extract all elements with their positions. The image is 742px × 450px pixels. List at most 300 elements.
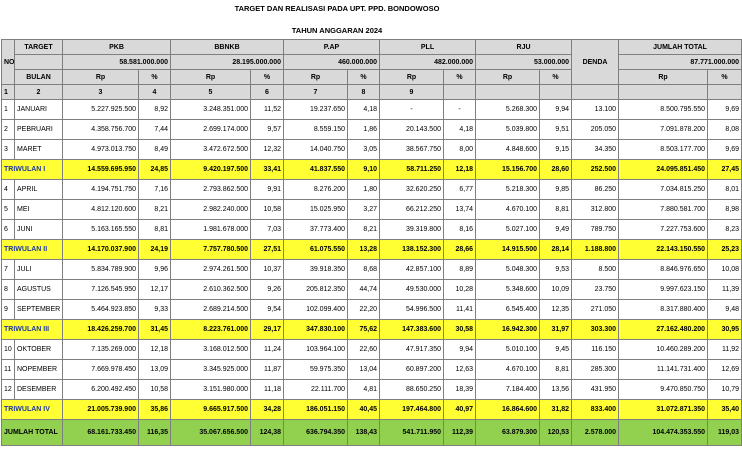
cell-jml-pct: 30,95 (708, 320, 742, 340)
row-month: JULI (15, 260, 63, 280)
unit-rp: Rp (619, 70, 708, 85)
cell-bbnkb-rp: 7.757.780.500 (171, 240, 251, 260)
cell-pap-rp: 19.237.650 (284, 100, 348, 120)
cell-pap-pct: 9,10 (348, 160, 380, 180)
header-bulan: BULAN (15, 70, 63, 85)
cell-jml-pct: 11,39 (708, 280, 742, 300)
cell-jml-pct: 8,01 (708, 180, 742, 200)
cell-bbnkb-pct: 7,03 (251, 220, 284, 240)
cell-pkb-pct: 31,45 (139, 320, 171, 340)
cell-rju-pct: 28,60 (540, 160, 572, 180)
cell-jml-rp: 8.317.880.400 (619, 300, 708, 320)
row-month: JUNI (15, 220, 63, 240)
cell-jml-pct: 25,23 (708, 240, 742, 260)
cell-rju-pct: 8,81 (540, 360, 572, 380)
cell-pkb-rp: 6.200.492.450 (63, 380, 139, 400)
cell-rju-pct: 9,53 (540, 260, 572, 280)
cell-rju-pct: 9,15 (540, 140, 572, 160)
cell-pkb-rp: 14.170.037.900 (63, 240, 139, 260)
cell-pll-rp: 197.464.800 (380, 400, 444, 420)
target-pkb: 58.581.000.000 (63, 55, 171, 70)
cell-denda: 13.100 (572, 100, 619, 120)
target-pll: 482.000.000 (380, 55, 476, 70)
header-jumlah: JUMLAH TOTAL (619, 40, 742, 55)
cell-bbnkb-pct: 12,32 (251, 140, 284, 160)
cell-jml-pct: 35,40 (708, 400, 742, 420)
cell-pkb-pct: 10,58 (139, 380, 171, 400)
cell-denda: 23.750 (572, 280, 619, 300)
cell-rju-pct: 9,45 (540, 340, 572, 360)
cell-bbnkb-rp: 2.610.362.500 (171, 280, 251, 300)
cell-rju-rp: 4.670.100 (476, 200, 540, 220)
cell-jml-rp: 7.091.878.200 (619, 120, 708, 140)
cell-pll-pct: 4,18 (444, 120, 476, 140)
cell-denda: 2.578.000 (572, 420, 619, 446)
cell-pap-pct: 3,05 (348, 140, 380, 160)
header-row-target (2, 55, 742, 70)
header-row-colnums (2, 85, 742, 100)
cell-rju-rp: 6.545.400 (476, 300, 540, 320)
row-no: 1 (2, 100, 15, 120)
cell-pkb-rp: 68.161.733.450 (63, 420, 139, 446)
cell-pap-pct: 40,45 (348, 400, 380, 420)
cell-pap-pct: 138,43 (348, 420, 380, 446)
cell-bbnkb-pct: 34,28 (251, 400, 284, 420)
cell-pll-pct: 11,41 (444, 300, 476, 320)
cell-pkb-rp: 21.005.739.900 (63, 400, 139, 420)
cell-denda: 34.350 (572, 140, 619, 160)
cell-pll-rp: 147.383.600 (380, 320, 444, 340)
quarter-row (2, 400, 742, 420)
cell-bbnkb-pct: 9,54 (251, 300, 284, 320)
cell-pkb-rp: 5.227.925.500 (63, 100, 139, 120)
cell-pkb-rp: 4.812.120.600 (63, 200, 139, 220)
report-table (1, 39, 742, 446)
cell-pkb-pct: 13,09 (139, 360, 171, 380)
cell-pkb-rp: 4.358.756.700 (63, 120, 139, 140)
cell-rju-rp: 16.942.300 (476, 320, 540, 340)
quarter-row (2, 320, 742, 340)
row-month: AGUSTUS (15, 280, 63, 300)
row-month: DESEMBER (15, 380, 63, 400)
row-month: NOPEMBER (15, 360, 63, 380)
report-subtitle: TAHUN ANGGARAN 2024 (291, 26, 383, 35)
unit-pct: % (251, 70, 284, 85)
cell-pkb-rp: 7.135.269.000 (63, 340, 139, 360)
cell-pll-rp: 20.143.500 (380, 120, 444, 140)
cell-rju-rp: 14.915.500 (476, 240, 540, 260)
table-row (2, 360, 742, 380)
cell-pll-rp: 47.917.350 (380, 340, 444, 360)
row-no: 2 (2, 120, 15, 140)
col-number: 9 (380, 85, 444, 100)
cell-rju-rp: 63.879.300 (476, 420, 540, 446)
cell-rju-rp: 7.184.400 (476, 380, 540, 400)
cell-pkb-pct: 12,18 (139, 340, 171, 360)
cell-pll-rp: - (380, 100, 444, 120)
cell-bbnkb-rp: 3.151.980.000 (171, 380, 251, 400)
row-month: OKTOBER (15, 340, 63, 360)
unit-pct: % (444, 70, 476, 85)
cell-pkb-pct: 8,92 (139, 100, 171, 120)
cell-denda: 8.500 (572, 260, 619, 280)
cell-pkb-pct: 7,44 (139, 120, 171, 140)
cell-pll-rp: 32.620.250 (380, 180, 444, 200)
cell-rju-rp: 5.218.300 (476, 180, 540, 200)
row-month: PEBRUARI (15, 120, 63, 140)
cell-denda: 205.050 (572, 120, 619, 140)
cell-rju-rp: 15.156.700 (476, 160, 540, 180)
cell-pap-pct: 8,21 (348, 220, 380, 240)
quarter-label: TRIWULAN I (2, 160, 63, 180)
cell-denda: 1.188.800 (572, 240, 619, 260)
cell-pll-rp: 541.711.950 (380, 420, 444, 446)
cell-jml-pct: 12,69 (708, 360, 742, 380)
cell-bbnkb-rp: 3.248.351.000 (171, 100, 251, 120)
cell-bbnkb-rp: 2.793.862.500 (171, 180, 251, 200)
cell-pll-pct: 10,28 (444, 280, 476, 300)
cell-rju-rp: 5.348.600 (476, 280, 540, 300)
cell-pkb-pct: 8,81 (139, 220, 171, 240)
target-rju: 53.000.000 (476, 55, 572, 70)
cell-jml-pct: 27,45 (708, 160, 742, 180)
cell-jml-pct: 8,23 (708, 220, 742, 240)
cell-pkb-rp: 4.194.751.750 (63, 180, 139, 200)
cell-denda: 431.950 (572, 380, 619, 400)
cell-jml-rp: 9.470.850.750 (619, 380, 708, 400)
cell-jml-rp: 22.143.150.550 (619, 240, 708, 260)
cell-pap-rp: 102.099.400 (284, 300, 348, 320)
cell-bbnkb-rp: 3.345.925.000 (171, 360, 251, 380)
cell-pll-rp: 66.212.250 (380, 200, 444, 220)
row-month: APRIL (15, 180, 63, 200)
table-row (2, 220, 742, 240)
cell-jml-rp: 7.880.581.700 (619, 200, 708, 220)
cell-bbnkb-rp: 2.689.214.500 (171, 300, 251, 320)
cell-rju-rp: 4.848.600 (476, 140, 540, 160)
unit-rp: Rp (171, 70, 251, 85)
row-no: 8 (2, 280, 15, 300)
cell-pap-rp: 22.111.700 (284, 380, 348, 400)
cell-pap-rp: 205.812.350 (284, 280, 348, 300)
cell-jml-rp: 9.997.623.150 (619, 280, 708, 300)
row-month: MARET (15, 140, 63, 160)
cell-pap-pct: 3,27 (348, 200, 380, 220)
cell-pkb-pct: 12,17 (139, 280, 171, 300)
col-number: 7 (284, 85, 348, 100)
cell-pkb-rp: 5.163.165.550 (63, 220, 139, 240)
table-row (2, 140, 742, 160)
cell-pll-pct: 6,77 (444, 180, 476, 200)
cell-rju-rp: 5.268.300 (476, 100, 540, 120)
cell-pap-pct: 4,18 (348, 100, 380, 120)
cell-pap-rp: 61.075.550 (284, 240, 348, 260)
cell-pkb-rp: 7.126.545.950 (63, 280, 139, 300)
cell-pap-rp: 59.975.350 (284, 360, 348, 380)
cell-pll-rp: 42.857.100 (380, 260, 444, 280)
table-row (2, 180, 742, 200)
cell-bbnkb-rp: 9.665.917.500 (171, 400, 251, 420)
cell-pap-pct: 4,81 (348, 380, 380, 400)
cell-jml-rp: 7.227.753.600 (619, 220, 708, 240)
cell-pap-pct: 13,28 (348, 240, 380, 260)
cell-pap-rp: 186.051.150 (284, 400, 348, 420)
quarter-row (2, 160, 742, 180)
cell-pap-pct: 44,74 (348, 280, 380, 300)
cell-pap-rp: 347.830.100 (284, 320, 348, 340)
cell-bbnkb-pct: 9,26 (251, 280, 284, 300)
cell-bbnkb-pct: 10,58 (251, 200, 284, 220)
cell-pll-pct: 40,97 (444, 400, 476, 420)
cell-pap-pct: 22,60 (348, 340, 380, 360)
cell-pll-rp: 60.897.200 (380, 360, 444, 380)
cell-pll-pct: 112,39 (444, 420, 476, 446)
report-title: TARGET DAN REALISASI PADA UPT. PPD. BONDOWOSO (234, 4, 440, 13)
cell-bbnkb-pct: 11,18 (251, 380, 284, 400)
cell-denda: 789.750 (572, 220, 619, 240)
cell-pkb-pct: 8,21 (139, 200, 171, 220)
row-no: 3 (2, 140, 15, 160)
cell-pap-rp: 636.794.350 (284, 420, 348, 446)
unit-pct: % (708, 70, 742, 85)
cell-bbnkb-rp: 35.067.656.500 (171, 420, 251, 446)
cell-bbnkb-pct: 10,37 (251, 260, 284, 280)
cell-jml-pct: 9,48 (708, 300, 742, 320)
cell-jml-rp: 27.162.480.200 (619, 320, 708, 340)
quarter-label: TRIWULAN II (2, 240, 63, 260)
cell-bbnkb-rp: 9.420.197.500 (171, 160, 251, 180)
row-no: 9 (2, 300, 15, 320)
header-pkb: PKB (63, 40, 171, 55)
cell-pap-rp: 8.559.150 (284, 120, 348, 140)
cell-rju-pct: 9,94 (540, 100, 572, 120)
table-row (2, 200, 742, 220)
cell-rju-pct: 9,49 (540, 220, 572, 240)
cell-pll-pct: 9,94 (444, 340, 476, 360)
table-row (2, 260, 742, 280)
cell-pll-rp: 54.996.500 (380, 300, 444, 320)
cell-bbnkb-pct: 9,57 (251, 120, 284, 140)
cell-pap-pct: 1,80 (348, 180, 380, 200)
cell-pap-rp: 39.918.350 (284, 260, 348, 280)
cell-jml-rp: 8.500.795.550 (619, 100, 708, 120)
cell-denda: 285.300 (572, 360, 619, 380)
cell-rju-pct: 8,81 (540, 200, 572, 220)
cell-bbnkb-pct: 11,87 (251, 360, 284, 380)
cell-pkb-pct: 7,16 (139, 180, 171, 200)
cell-pkb-rp: 18.426.259.700 (63, 320, 139, 340)
cell-pll-pct: 13,74 (444, 200, 476, 220)
table-row (2, 280, 742, 300)
cell-pap-pct: 13,04 (348, 360, 380, 380)
row-month: MEI (15, 200, 63, 220)
row-no: 5 (2, 200, 15, 220)
cell-jml-rp: 8.503.177.700 (619, 140, 708, 160)
cell-denda: 271.050 (572, 300, 619, 320)
unit-pct: % (540, 70, 572, 85)
cell-pkb-rp: 7.669.978.450 (63, 360, 139, 380)
cell-pap-pct: 1,86 (348, 120, 380, 140)
cell-rju-rp: 5.048.300 (476, 260, 540, 280)
cell-pkb-pct: 116,35 (139, 420, 171, 446)
cell-bbnkb-pct: 11,24 (251, 340, 284, 360)
cell-pap-pct: 75,62 (348, 320, 380, 340)
cell-pap-rp: 41.837.550 (284, 160, 348, 180)
cell-rju-pct: 10,09 (540, 280, 572, 300)
cell-pll-pct: 12,63 (444, 360, 476, 380)
cell-pap-rp: 103.964.100 (284, 340, 348, 360)
quarter-label: TRIWULAN III (2, 320, 63, 340)
quarter-label: TRIWULAN IV (2, 400, 63, 420)
cell-jml-rp: 7.034.815.250 (619, 180, 708, 200)
col-number: 6 (251, 85, 284, 100)
cell-bbnkb-pct: 27,51 (251, 240, 284, 260)
cell-rju-pct: 9,51 (540, 120, 572, 140)
row-no: 12 (2, 380, 15, 400)
cell-rju-rp: 4.670.100 (476, 360, 540, 380)
cell-bbnkb-rp: 2.974.261.500 (171, 260, 251, 280)
cell-jml-rp: 24.095.851.450 (619, 160, 708, 180)
row-no: 10 (2, 340, 15, 360)
cell-rju-pct: 120,53 (540, 420, 572, 446)
cell-pkb-pct: 9,96 (139, 260, 171, 280)
total-row (2, 420, 742, 446)
cell-pll-pct: 12,18 (444, 160, 476, 180)
cell-rju-pct: 13,56 (540, 380, 572, 400)
cell-jml-rp: 8.846.976.650 (619, 260, 708, 280)
col-number: 1 (2, 85, 15, 100)
cell-jml-pct: 9,69 (708, 100, 742, 120)
cell-pll-rp: 88.650.250 (380, 380, 444, 400)
row-no: 4 (2, 180, 15, 200)
cell-denda: 312.800 (572, 200, 619, 220)
cell-pll-pct: 8,00 (444, 140, 476, 160)
cell-bbnkb-rp: 3.168.012.500 (171, 340, 251, 360)
cell-jml-pct: 10,79 (708, 380, 742, 400)
unit-rp: Rp (284, 70, 348, 85)
table-row (2, 120, 742, 140)
cell-pkb-rp: 4.973.013.750 (63, 140, 139, 160)
header-pap: P.AP (284, 40, 380, 55)
row-no: 7 (2, 260, 15, 280)
cell-rju-pct: 12,35 (540, 300, 572, 320)
cell-rju-pct: 9,85 (540, 180, 572, 200)
table-row (2, 100, 742, 120)
cell-bbnkb-pct: 11,52 (251, 100, 284, 120)
cell-jml-pct: 11,92 (708, 340, 742, 360)
cell-pap-rp: 15.025.950 (284, 200, 348, 220)
header-rju: RJU (476, 40, 572, 55)
target-pap: 460.000.000 (284, 55, 380, 70)
cell-pkb-pct: 24,19 (139, 240, 171, 260)
cell-pll-pct: 8,16 (444, 220, 476, 240)
cell-rju-rp: 5.027.100 (476, 220, 540, 240)
cell-bbnkb-rp: 1.981.678.000 (171, 220, 251, 240)
header-row-units (2, 70, 742, 85)
cell-bbnkb-pct: 29,17 (251, 320, 284, 340)
cell-rju-pct: 31,82 (540, 400, 572, 420)
cell-pll-pct: 30,58 (444, 320, 476, 340)
cell-jml-pct: 10,08 (708, 260, 742, 280)
table-row (2, 340, 742, 360)
col-number: 4 (139, 85, 171, 100)
cell-bbnkb-rp: 8.223.761.000 (171, 320, 251, 340)
cell-jml-rp: 10.460.289.200 (619, 340, 708, 360)
cell-rju-pct: 28,14 (540, 240, 572, 260)
cell-rju-rp: 16.864.600 (476, 400, 540, 420)
target-bbnkb: 28.195.000.000 (171, 55, 284, 70)
cell-pkb-pct: 35,86 (139, 400, 171, 420)
cell-pkb-rp: 5.834.789.900 (63, 260, 139, 280)
cell-rju-pct: 31,97 (540, 320, 572, 340)
cell-pap-rp: 8.276.200 (284, 180, 348, 200)
cell-pll-rp: 58.711.250 (380, 160, 444, 180)
cell-jml-rp: 31.072.871.350 (619, 400, 708, 420)
unit-pct: % (348, 70, 380, 85)
cell-denda: 252.500 (572, 160, 619, 180)
col-number: 3 (63, 85, 139, 100)
cell-pkb-pct: 8,49 (139, 140, 171, 160)
cell-pkb-rp: 5.464.923.850 (63, 300, 139, 320)
cell-pll-pct: 8,89 (444, 260, 476, 280)
cell-jml-pct: 119,03 (708, 420, 742, 446)
header-bbnkb: BBNKB (171, 40, 284, 55)
unit-pct: % (139, 70, 171, 85)
target-jumlah: 87.771.000.000 (619, 55, 742, 70)
cell-rju-rp: 5.039.800 (476, 120, 540, 140)
header-denda: DENDA (572, 40, 619, 85)
col-number: 2 (15, 85, 63, 100)
col-number: 8 (348, 85, 380, 100)
cell-bbnkb-pct: 9,91 (251, 180, 284, 200)
cell-pap-rp: 37.773.400 (284, 220, 348, 240)
cell-pkb-rp: 14.559.695.950 (63, 160, 139, 180)
cell-pll-rp: 39.319.800 (380, 220, 444, 240)
col-number: 5 (171, 85, 251, 100)
total-label: JUMLAH TOTAL (2, 420, 63, 446)
cell-pll-rp: 49.530.000 (380, 280, 444, 300)
cell-bbnkb-pct: 124,38 (251, 420, 284, 446)
cell-bbnkb-pct: 33,41 (251, 160, 284, 180)
cell-bbnkb-rp: 2.699.174.000 (171, 120, 251, 140)
cell-denda: 116.150 (572, 340, 619, 360)
cell-rju-rp: 5.010.100 (476, 340, 540, 360)
cell-pkb-pct: 24,85 (139, 160, 171, 180)
table-row (2, 380, 742, 400)
cell-jml-pct: 8,08 (708, 120, 742, 140)
cell-pll-pct: 18,39 (444, 380, 476, 400)
unit-rp: Rp (380, 70, 444, 85)
cell-jml-pct: 9,69 (708, 140, 742, 160)
cell-denda: 303.300 (572, 320, 619, 340)
cell-jml-rp: 104.474.353.550 (619, 420, 708, 446)
row-month: JANUARI (15, 100, 63, 120)
header-pll: PLL (380, 40, 476, 55)
cell-pap-pct: 22,20 (348, 300, 380, 320)
unit-rp: Rp (476, 70, 540, 85)
header-target: TARGET (15, 40, 63, 55)
cell-pkb-pct: 9,33 (139, 300, 171, 320)
cell-jml-rp: 11.141.731.400 (619, 360, 708, 380)
cell-pll-rp: 138.152.300 (380, 240, 444, 260)
unit-rp: Rp (63, 70, 139, 85)
cell-denda: 86.250 (572, 180, 619, 200)
cell-pap-rp: 14.040.750 (284, 140, 348, 160)
cell-pll-pct: - (444, 100, 476, 120)
header-row-group (2, 40, 742, 55)
cell-pll-rp: 38.567.750 (380, 140, 444, 160)
cell-bbnkb-rp: 3.472.672.500 (171, 140, 251, 160)
